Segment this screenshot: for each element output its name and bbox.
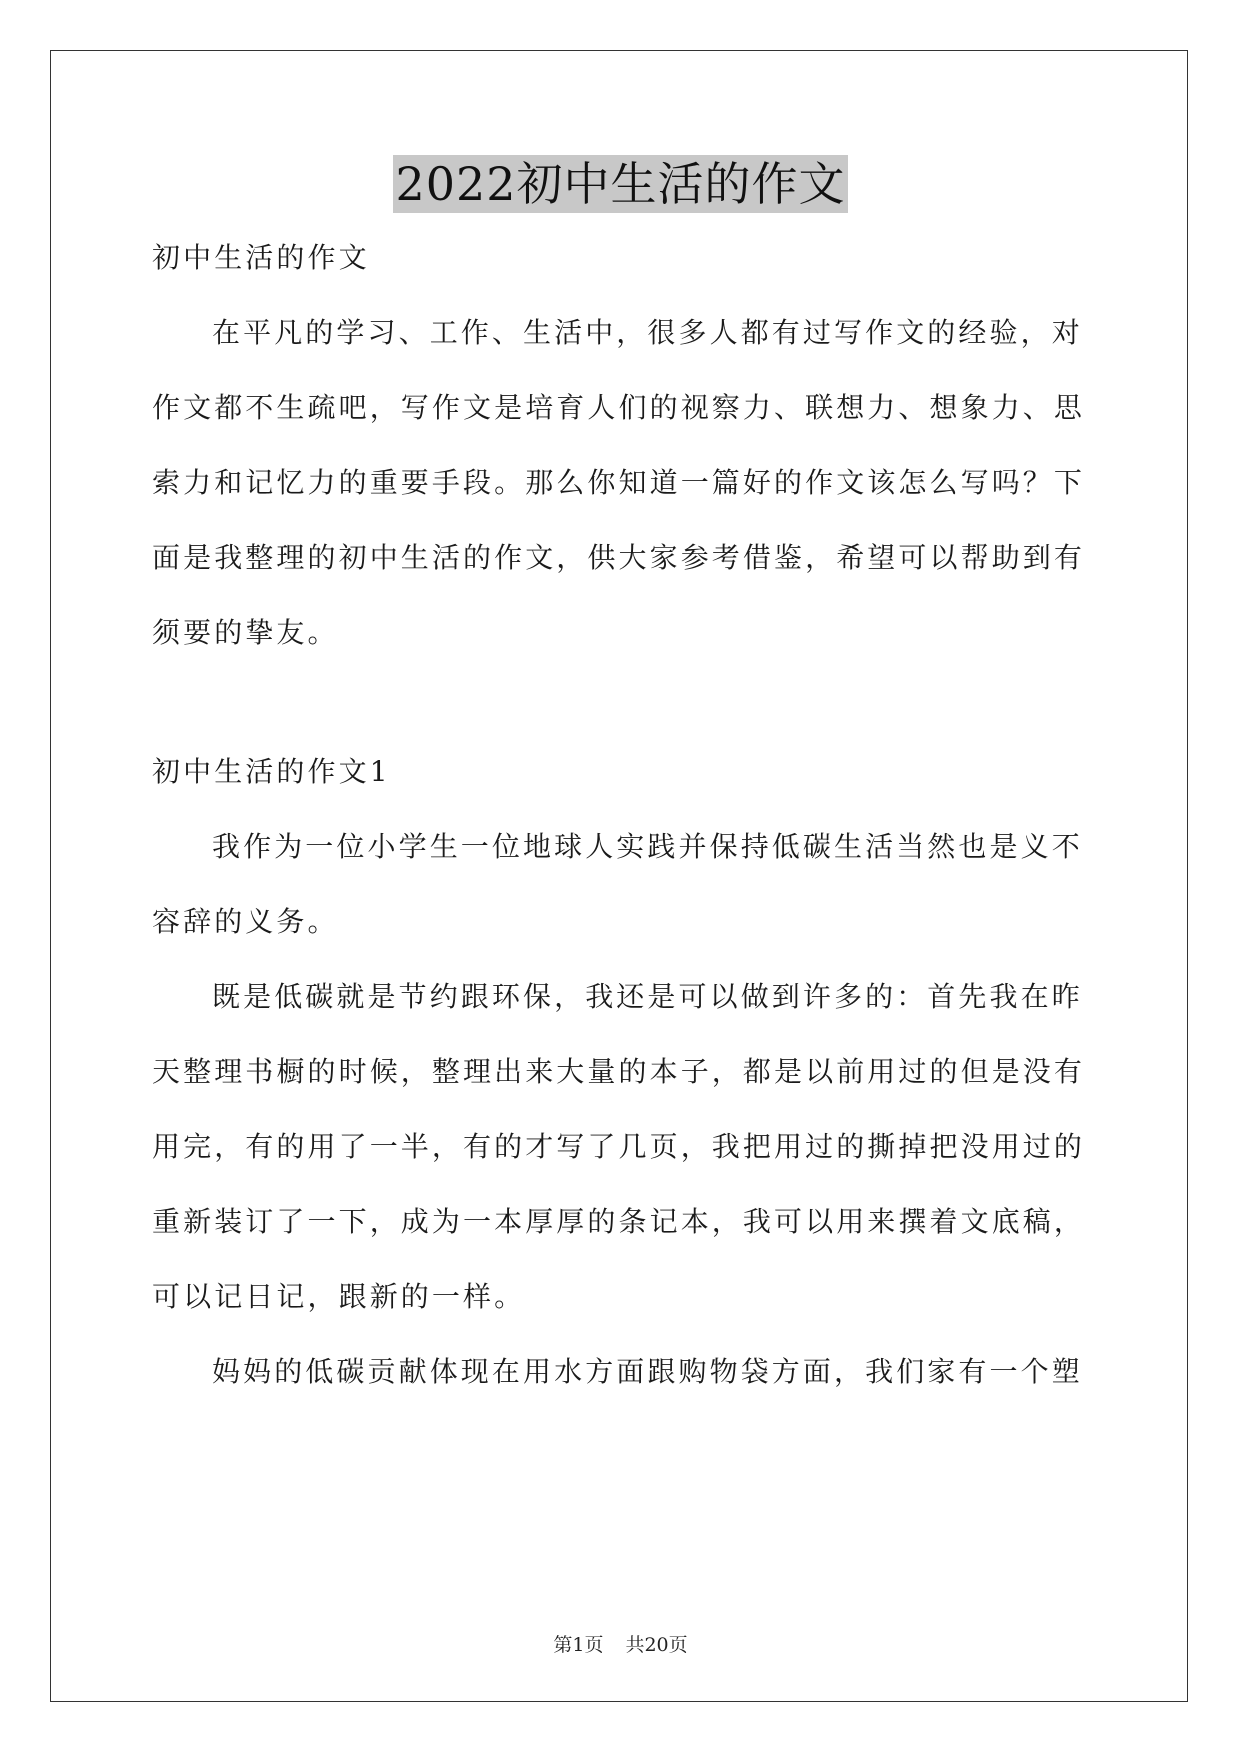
document-title: 2022初中生活的作文 bbox=[395, 157, 846, 211]
subtitle: 初中生活的作文 bbox=[152, 241, 370, 274]
paragraph-line: 容辞的义务。 bbox=[152, 905, 339, 938]
paragraph-line: 天整理书橱的时候，整理出来大量的本子，都是以前用过的但是没有 bbox=[152, 1055, 1086, 1088]
section-heading: 初中生活的作文1 bbox=[152, 755, 391, 788]
paragraph-line: 既是低碳就是节约跟环保，我还是可以做到许多的：首先我在昨 bbox=[212, 980, 1083, 1013]
paragraph-line: 可以记日记，跟新的一样。 bbox=[152, 1280, 526, 1313]
page-total: 共20页 bbox=[625, 1634, 688, 1656]
paragraph-line: 在平凡的学习、工作、生活中，很多人都有过写作文的经验，对 bbox=[212, 316, 1083, 349]
page-footer bbox=[0, 1632, 1241, 1658]
paragraph-line: 索力和记忆力的重要手段。那么你知道一篇好的作文该怎么写吗？下 bbox=[152, 466, 1086, 499]
paragraph-line: 面是我整理的初中生活的作文，供大家参考借鉴，希望可以帮助到有 bbox=[152, 541, 1086, 574]
paragraph-line: 作文都不生疏吧，写作文是培育人们的视察力、联想力、想象力、思 bbox=[152, 391, 1086, 424]
paragraph-line: 须要的挚友。 bbox=[152, 616, 339, 649]
paragraph-line: 我作为一位小学生一位地球人实践并保持低碳生活当然也是义不 bbox=[212, 830, 1083, 863]
paragraph-line: 用完，有的用了一半，有的才写了几页，我把用过的撕掉把没用过的 bbox=[152, 1130, 1086, 1163]
paragraph-line: 重新装订了一下，成为一本厚厚的条记本，我可以用来撰着文底稿， bbox=[152, 1205, 1086, 1238]
title-container bbox=[0, 155, 1241, 213]
page-border bbox=[50, 50, 1188, 1702]
page-number: 第1页 bbox=[553, 1634, 604, 1656]
paragraph-line: 妈妈的低碳贡献体现在用水方面跟购物袋方面，我们家有一个塑 bbox=[212, 1355, 1083, 1388]
